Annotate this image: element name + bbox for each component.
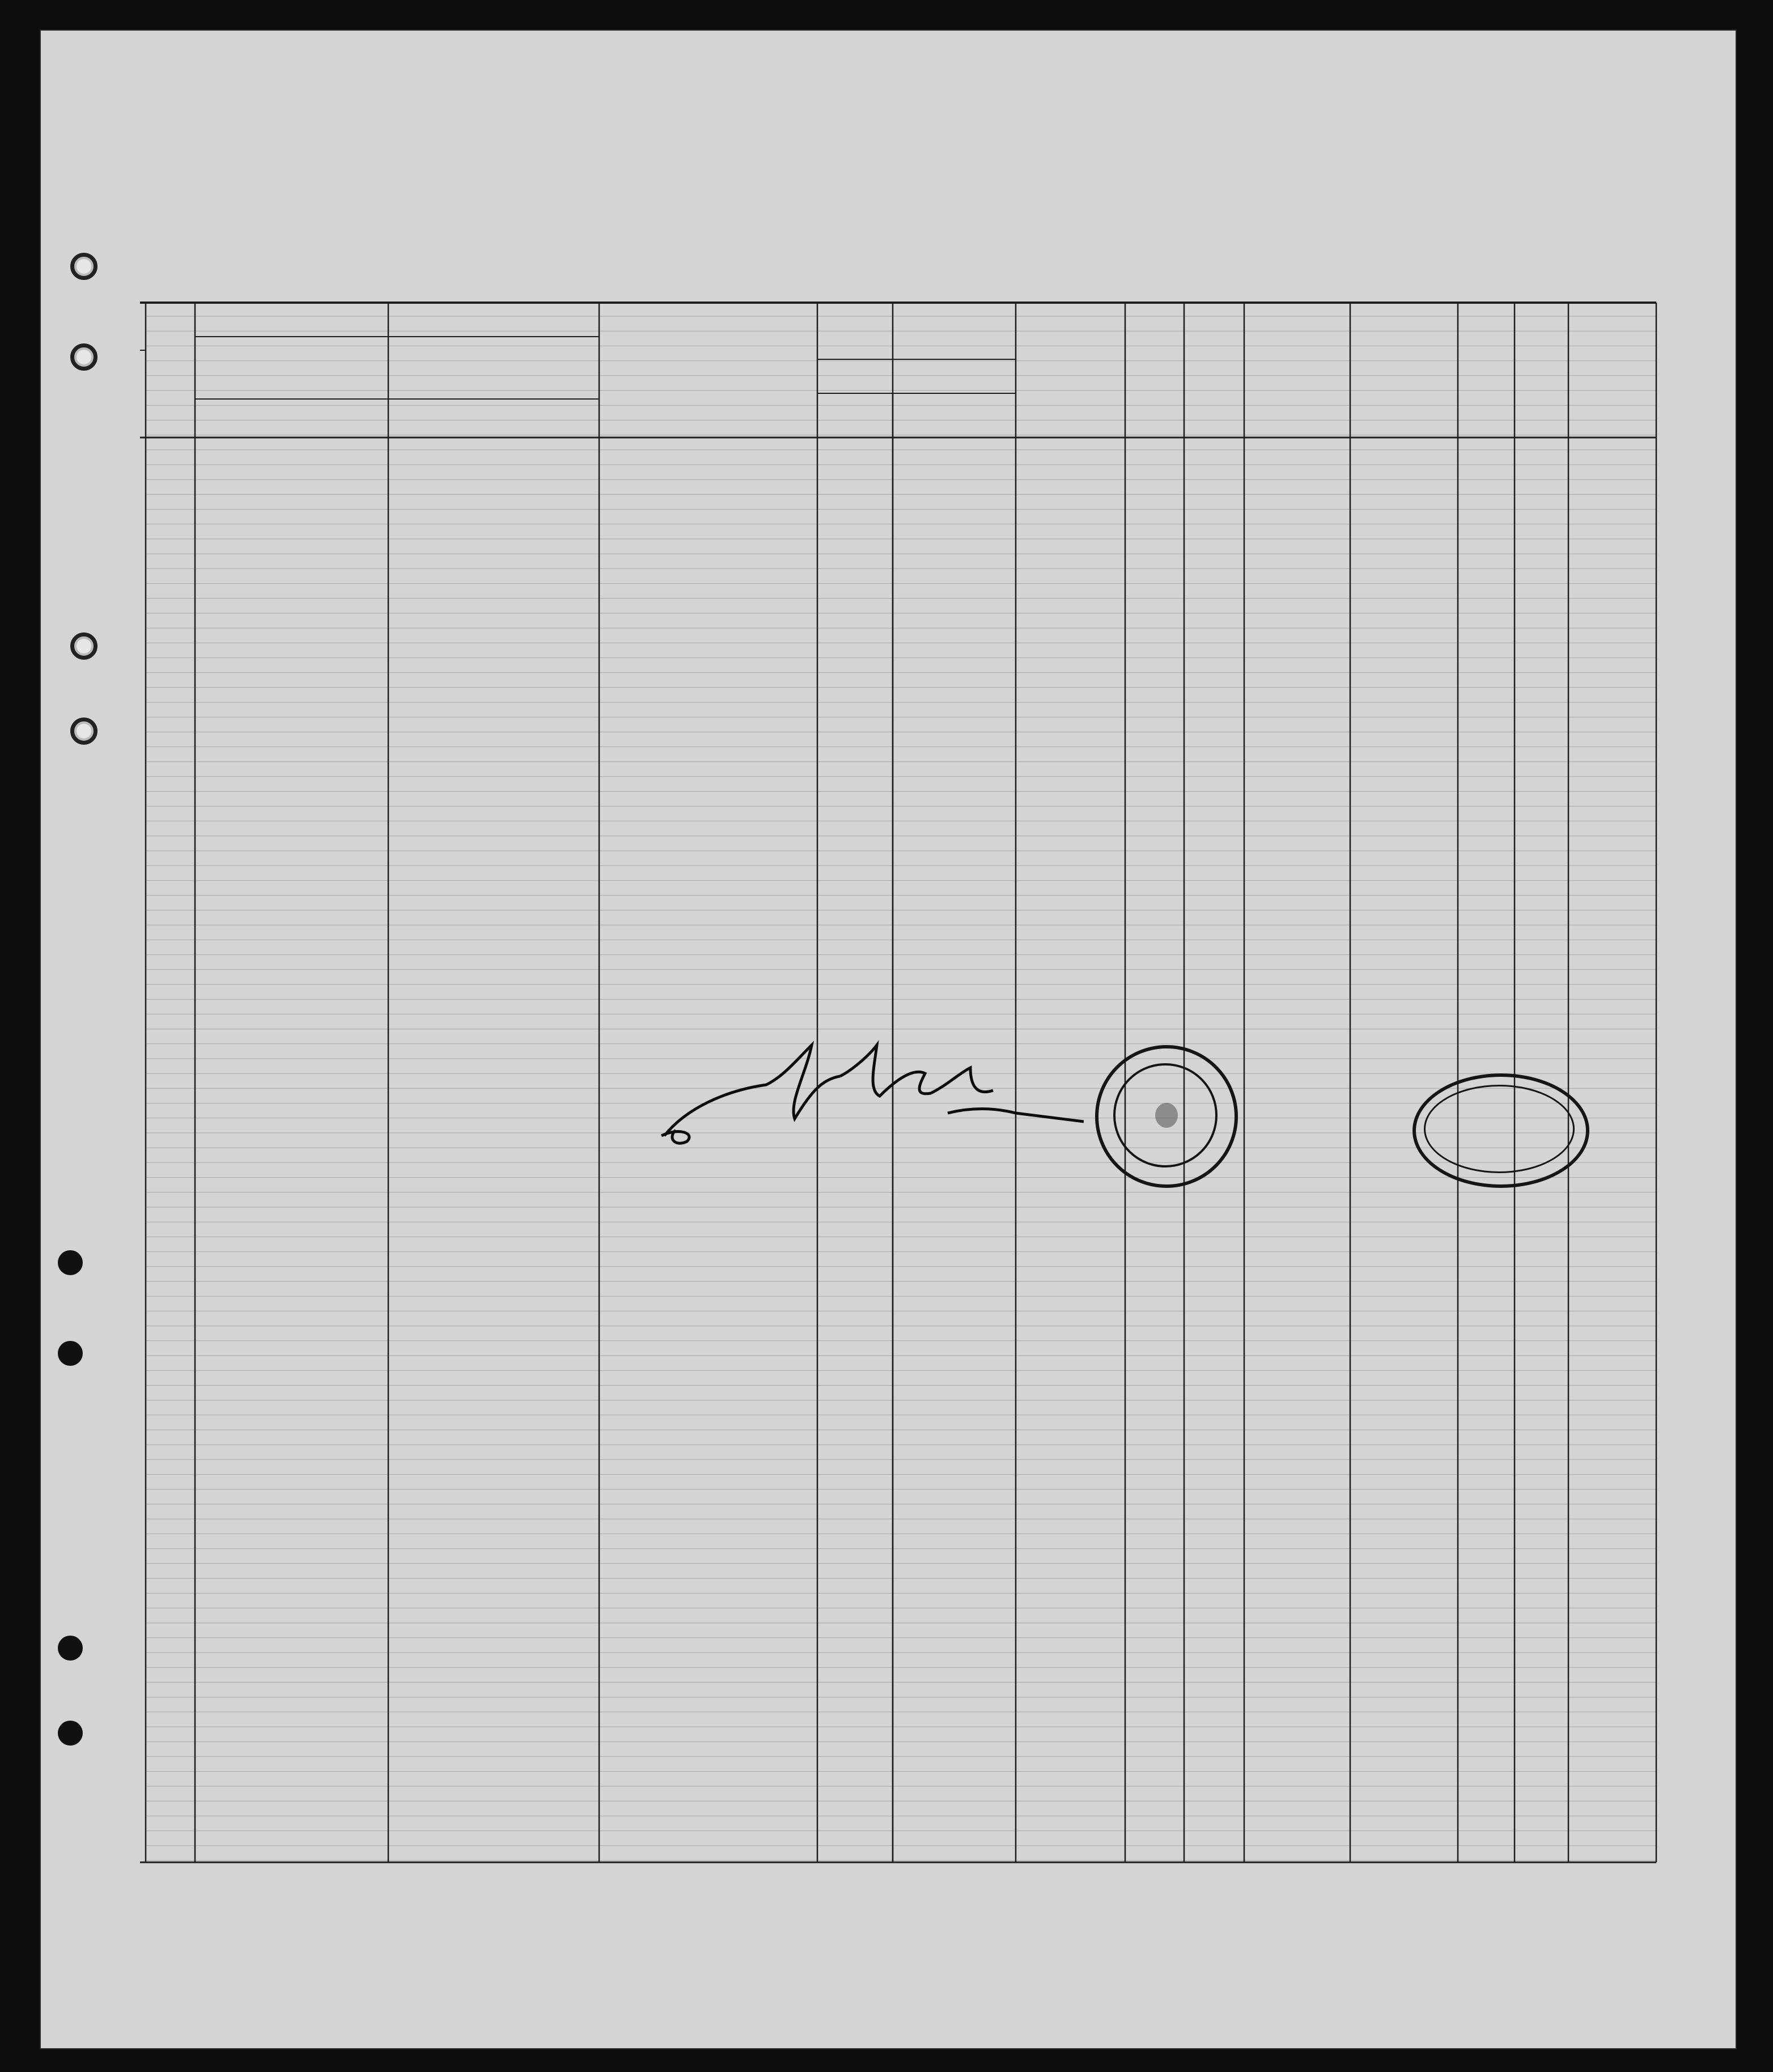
consulate-stamp xyxy=(1095,1045,1238,1188)
office-stamp xyxy=(1413,1073,1589,1188)
manifest-sheet xyxy=(40,29,1737,2049)
officer-signature xyxy=(653,1022,1084,1147)
